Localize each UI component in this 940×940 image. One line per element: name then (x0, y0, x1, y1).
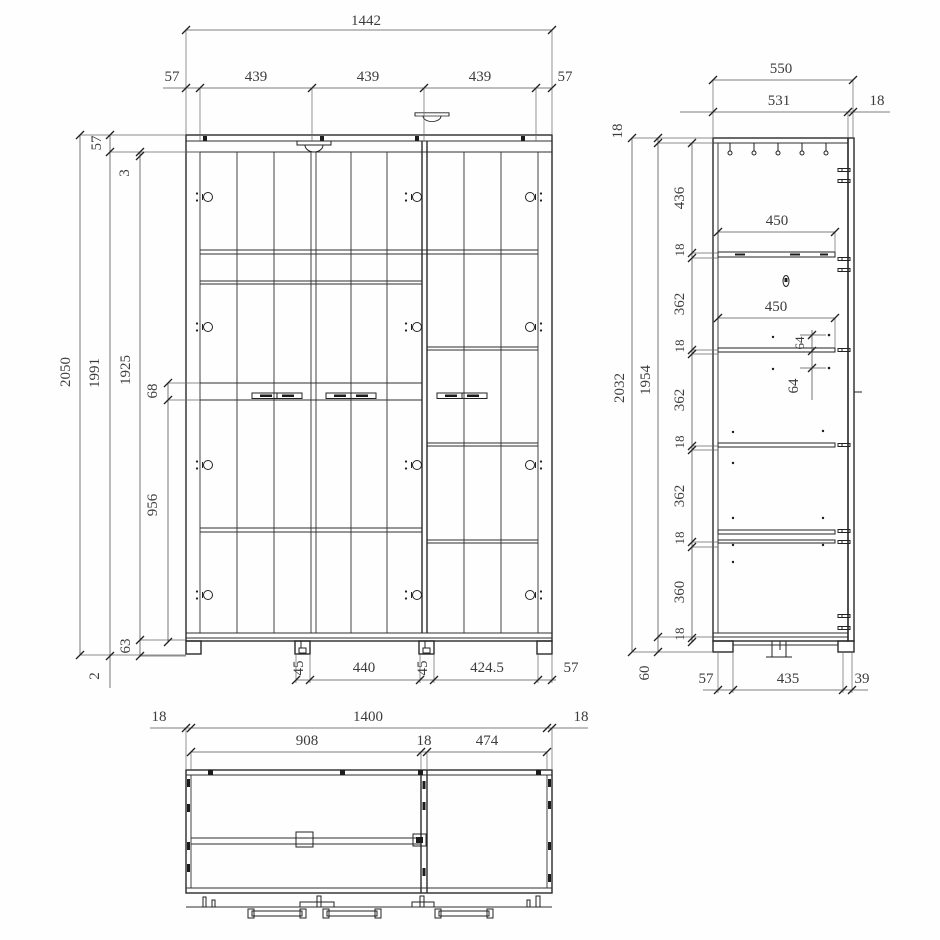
dim-side-seg-18d: 18 (672, 531, 687, 545)
dim-front-mid-band: 68 (145, 383, 161, 399)
front-dim-height (58, 131, 200, 688)
side-dim-depth (680, 61, 890, 138)
dim-front-edge-right: 57 (557, 69, 573, 85)
dim-side-seg-360: 360 (672, 580, 688, 604)
plan-handle-3 (435, 909, 493, 918)
dim-plan-bay-right: 474 (475, 733, 499, 749)
side-dim-shelf-depths (714, 213, 839, 348)
dim-side-seg-18e: 18 (672, 627, 687, 641)
front-dim-width-segments (163, 69, 573, 141)
dim-plan-bay-left: 908 (295, 733, 319, 749)
dim-front-lower-door: 956 (145, 493, 161, 517)
dim-side-bottom-57: 57 (698, 671, 714, 687)
dim-front-bottom-440: 440 (352, 660, 376, 676)
dim-side-seg-362b: 362 (672, 388, 688, 412)
dim-front-door-height: 1925 (118, 355, 134, 385)
dim-front-top-panel: 57 (89, 135, 105, 151)
dim-side-hole-64a: 64 (792, 336, 807, 350)
plan-front-doors (186, 896, 552, 918)
plan-view (150, 709, 589, 918)
dim-front-bay-2: 439 (356, 69, 380, 85)
dim-plan-wall-left: 18 (151, 709, 167, 725)
dim-side-seg-362c: 362 (672, 484, 688, 508)
dim-front-edge-left: 57 (164, 69, 180, 85)
dim-side-depth-inner: 531 (767, 93, 791, 109)
front-hinges (196, 192, 542, 599)
dim-side-seg-18b: 18 (672, 339, 687, 353)
dim-front-leg-mid: 45 (415, 660, 431, 676)
side-door-connectors (838, 169, 862, 630)
dim-side-top-panel: 18 (610, 123, 626, 139)
dim-front-bottom-57: 57 (563, 660, 579, 676)
dim-side-plinth-height: 60 (637, 665, 653, 681)
dim-plan-divider: 18 (416, 733, 432, 749)
dim-plan-wall-right: 18 (573, 709, 589, 725)
plan-carcass (186, 770, 552, 893)
plan-handle-2 (323, 909, 381, 918)
dim-front-height-inner: 1991 (87, 358, 103, 388)
top-bracket-center (297, 141, 331, 152)
side-dim-hole-pitch (786, 330, 830, 400)
dim-side-bottom-435: 435 (776, 671, 800, 687)
front-handles (252, 393, 487, 399)
dim-front-top-gap: 3 (117, 169, 133, 177)
dim-front-bay-3: 439 (468, 69, 492, 85)
dim-side-seg-18c: 18 (672, 435, 687, 449)
dim-plan-width-inner: 1400 (353, 709, 383, 725)
plan-handle-1 (248, 909, 306, 918)
dim-side-seg-18a: 18 (672, 243, 687, 257)
side-view (610, 61, 890, 694)
dim-side-seg-436: 436 (672, 186, 688, 210)
side-dim-height (610, 124, 718, 681)
dim-side-hole-64b: 64 (786, 378, 802, 394)
plan-dim-width (150, 709, 589, 770)
front-view (58, 13, 579, 688)
dim-front-bottom-4245: 424.5 (470, 660, 504, 676)
dim-side-height-inner: 1954 (638, 365, 654, 395)
dim-side-shelf-450a: 450 (765, 213, 789, 229)
side-plinth (713, 641, 854, 657)
front-dim-bottom (291, 655, 579, 684)
top-bracket-right (415, 113, 449, 122)
side-dim-bottom (699, 652, 870, 694)
dim-front-bottom-gap: 2 (87, 672, 103, 680)
dim-front-leg-left: 45 (291, 660, 307, 676)
front-plinth (186, 633, 552, 654)
dim-front-bay-1: 439 (244, 69, 268, 85)
dim-side-door-thickness: 18 (869, 93, 885, 109)
dim-side-seg-362a: 362 (672, 292, 688, 316)
dim-side-height-total: 2032 (612, 373, 628, 403)
dim-front-width-total: 1442 (351, 13, 381, 29)
dim-side-shelf-450b: 450 (764, 299, 788, 315)
dim-front-height-total: 2050 (58, 357, 74, 387)
dim-front-plinth: 63 (118, 638, 134, 654)
plan-dim-bays (187, 733, 551, 770)
dim-side-bottom-39: 39 (854, 671, 870, 687)
dim-side-depth-total: 550 (769, 61, 793, 77)
front-carcass (186, 113, 552, 641)
